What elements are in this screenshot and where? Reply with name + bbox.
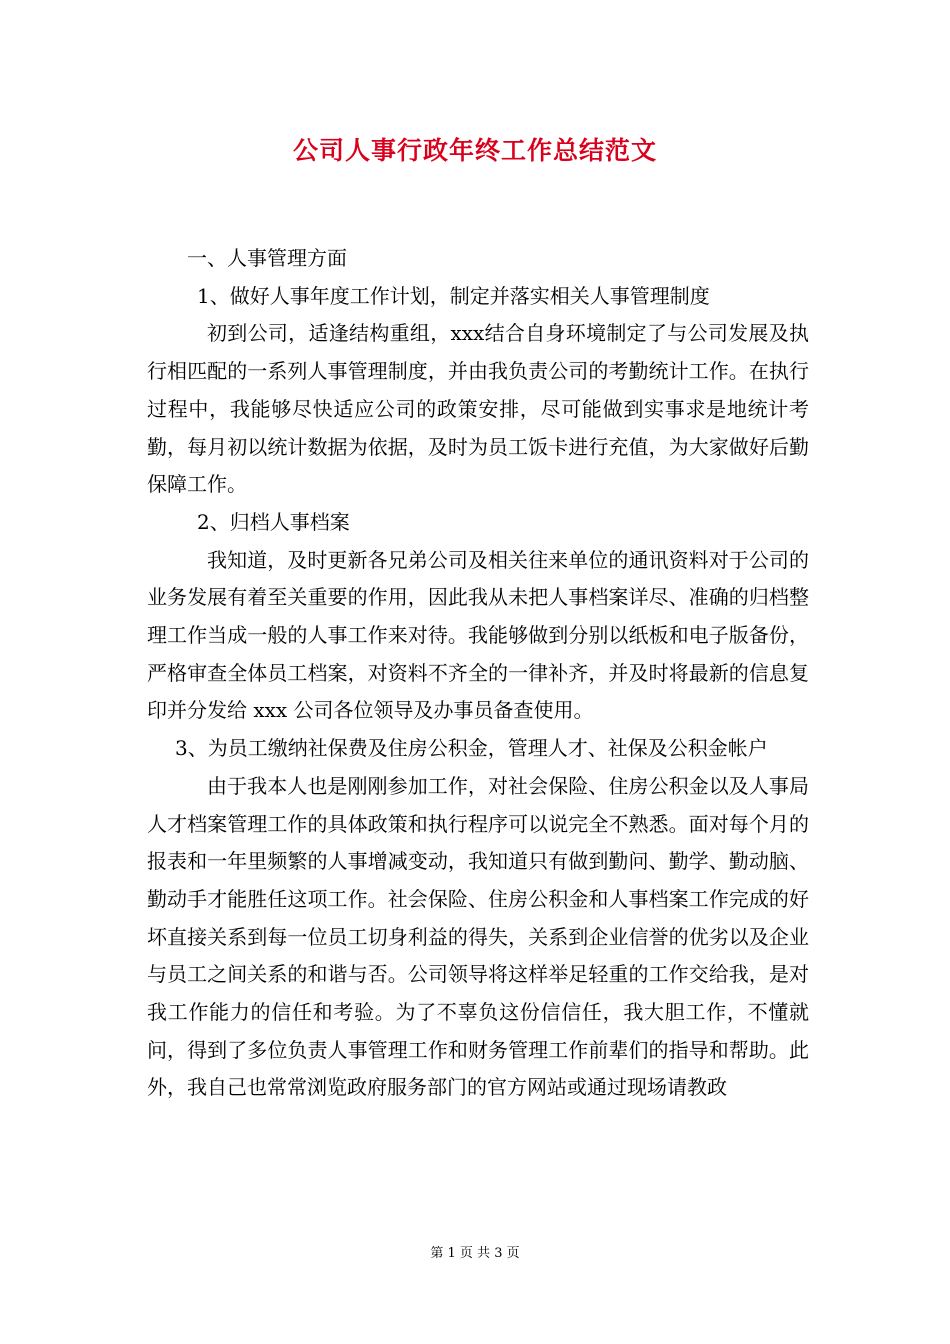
section-heading: 一、人事管理方面 bbox=[187, 246, 347, 270]
body-paragraph: 我知道，及时更新各兄弟公司及相关往来单位的通讯资料对于公司的业务发展有着至关重要的作用，因此我从未把人事档案详尽、准确的归档整理工作当成一般的人事工作来对待。我能够做到分别以纸板和电子版备份，严格审查全体员工档案，对资料不齐全的一律补齐，并及时将最新的信息复印并分发给 xxx 公司各位领导及办事员备查使用。 bbox=[147, 547, 809, 723]
page-number: 第 1 页 共 3 页 bbox=[430, 1246, 520, 1261]
page-title: 公司人事行政年终工作总结范文 bbox=[292, 136, 657, 165]
document-body bbox=[147, 240, 809, 1107]
subsection-heading: 3、为员工缴纳社保费及住房公积金，管理人才、社保及公积金帐户 bbox=[175, 736, 768, 761]
body-paragraph: 初到公司，适逢结构重组，xxx结合自身环境制定了与公司发展及执行相匹配的一系列人事管理制度，并由我负责公司的考勤统计工作。在执行过程中，我能够尽快适应公司的政策安排，尽可能做到实事求是地统计考勤，每月初以统计数据为依据，及时为员工饭卡进行充值，为大家做好后勤保障工作。 bbox=[147, 321, 809, 497]
subsection-heading: 2、归档人事档案 bbox=[197, 509, 350, 534]
subsection-heading: 1、做好人事年度工作计划，制定并落实相关人事管理制度 bbox=[197, 283, 710, 308]
body-paragraph: 由于我本人也是刚刚参加工作，对社会保险、住房公积金以及人事局人才档案管理工作的具体政策和执行程序可以说完全不熟悉。面对每个月的报表和一年里频繁的人事增减变动，我知道只有做到勤问、勤学、勤动脑、勤动手才能胜任这项工作。社会保险、住房公积金和人事档案工作完成的好坏直接关系到每一位员工切身利益的得失，关系到企业信誉的优劣以及企业与员工之间关系的和谐与否。公司领导将这样举足轻重的工作交给我，是对我工作能力的信任和考验。为了不辜负这份信信任，我大胆工作，不懂就问，得到了多位负责人事管理工作和财务管理工作前辈们的指导和帮助。此外，我自己也常常浏览政府服务部门的官方网站或通过现场请教政 bbox=[147, 773, 809, 1100]
